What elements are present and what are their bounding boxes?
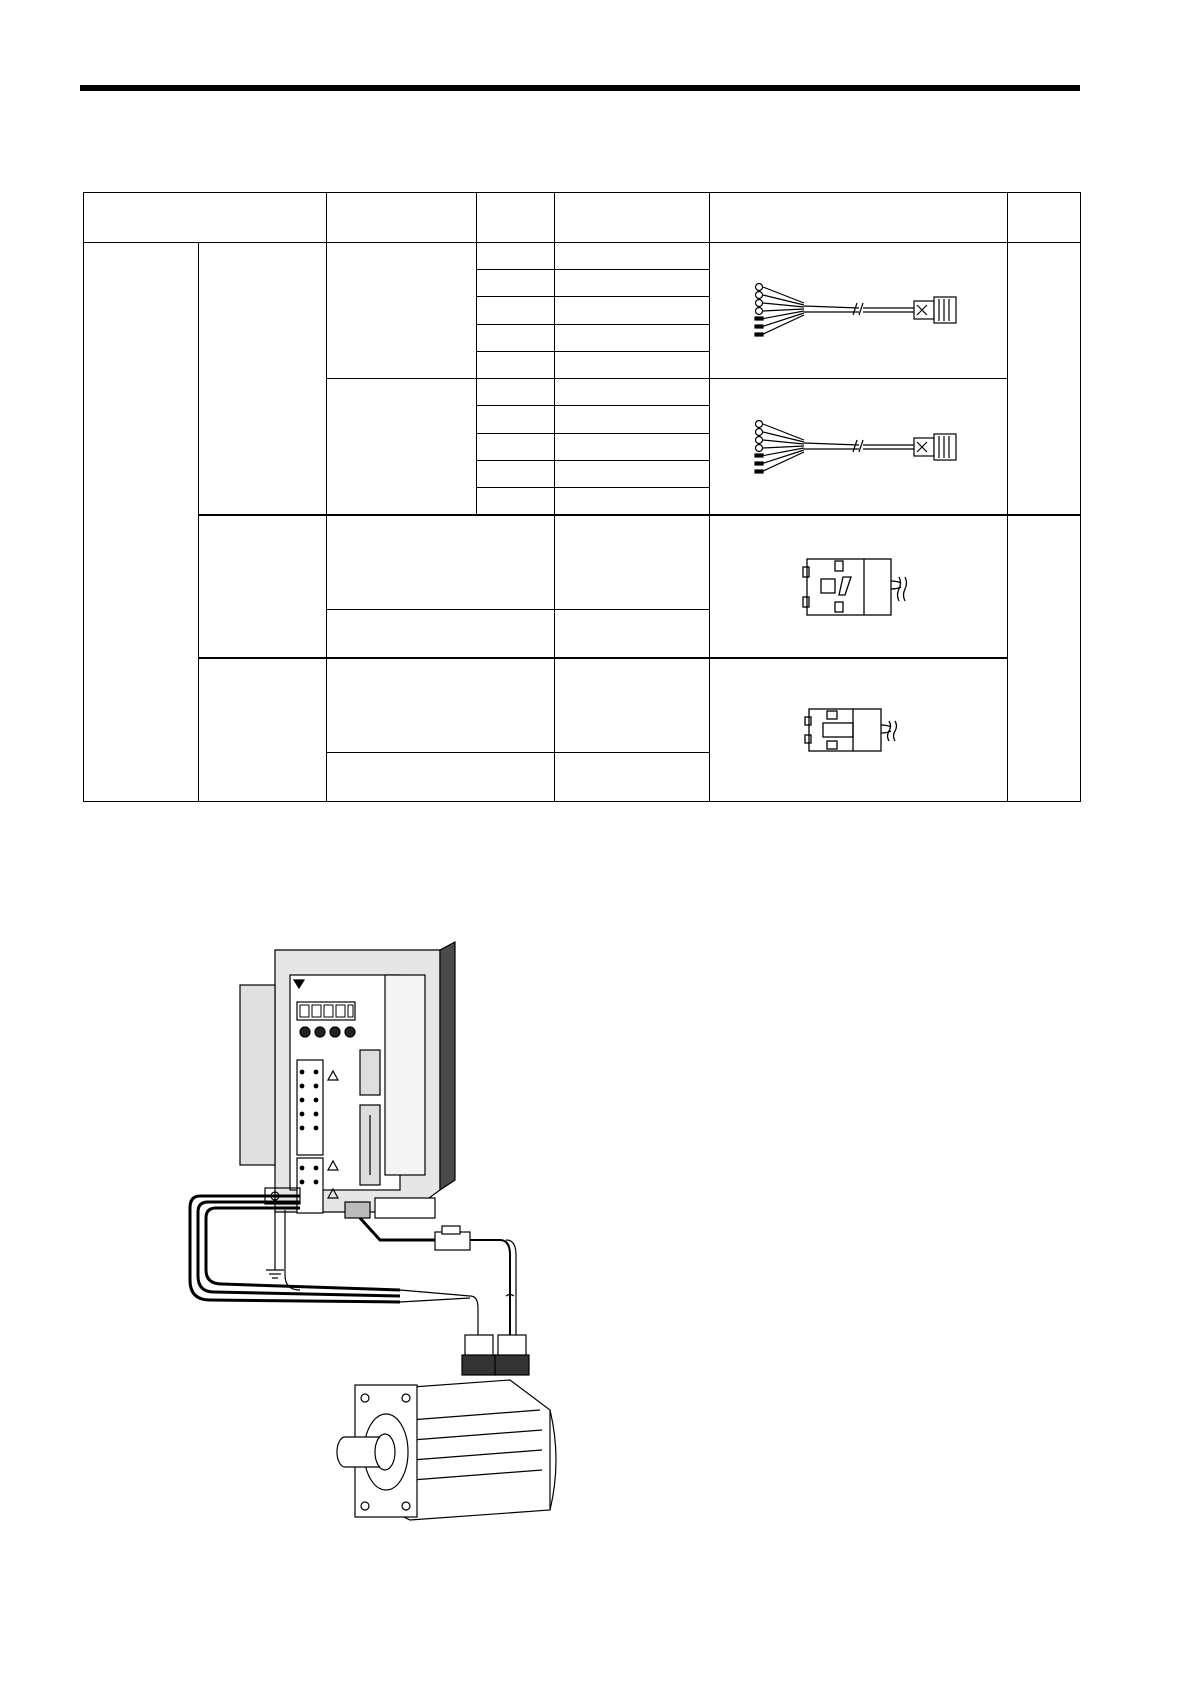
model-cell [555,461,710,488]
connector-housing-icon [799,547,919,627]
length-cell [477,461,555,488]
subcategory-cell-connector-d [199,658,327,802]
length-cell [477,324,555,351]
length-cell [477,379,555,406]
spec-table [83,192,1081,802]
table-header-row [84,193,1081,243]
header-cell-length [477,193,555,243]
encoder-cable-icon [749,412,969,482]
model-cell [555,269,710,296]
table-row [84,658,1081,753]
table-row [84,242,1081,269]
model-cell [555,406,710,433]
illustration-cell-b [710,379,1008,516]
model-cell [555,242,710,269]
model-cell [555,433,710,460]
length-cell [477,406,555,433]
servo-connection-diagram [180,940,580,1590]
length-cell [477,351,555,378]
subcategory-cell-connector-c [199,515,327,658]
length-cell [477,488,555,515]
header-cell-specifications [710,193,1008,243]
length-cell [477,433,555,460]
model-cell-c2 [555,609,710,658]
model-cell [555,297,710,324]
type-cell-c1 [327,515,555,609]
encoder-cable-icon [749,275,969,345]
model-cell [555,351,710,378]
type-cell-d1 [327,658,555,753]
subcategory-cell-cables [199,242,327,515]
model-cell [555,379,710,406]
servopack-motor-illustration [180,940,580,1590]
illustration-cell-a [710,242,1008,379]
reference-cell-b [1008,515,1081,801]
model-cell-d1 [555,658,710,753]
header-rule [80,85,1080,91]
cable-spec-table [83,192,1080,802]
type-cell-b [327,379,477,516]
reference-cell-a [1008,242,1081,515]
model-cell [555,488,710,515]
header-cell-model [555,193,710,243]
illustration-cell-d [710,658,1008,802]
header-cell-reference [1008,193,1081,243]
length-cell [477,269,555,296]
length-cell [477,297,555,324]
connector-housing-small-icon [799,695,919,765]
model-cell-d2 [555,753,710,802]
illustration-cell-c [710,515,1008,658]
type-cell-c2 [327,609,555,658]
type-cell-d2 [327,753,555,802]
model-cell [555,324,710,351]
header-cell-type [327,193,477,243]
length-cell [477,242,555,269]
table-row [84,515,1081,609]
category-cell [84,242,199,801]
type-cell-a [327,242,477,379]
model-cell-c1 [555,515,710,609]
header-cell-name [84,193,327,243]
